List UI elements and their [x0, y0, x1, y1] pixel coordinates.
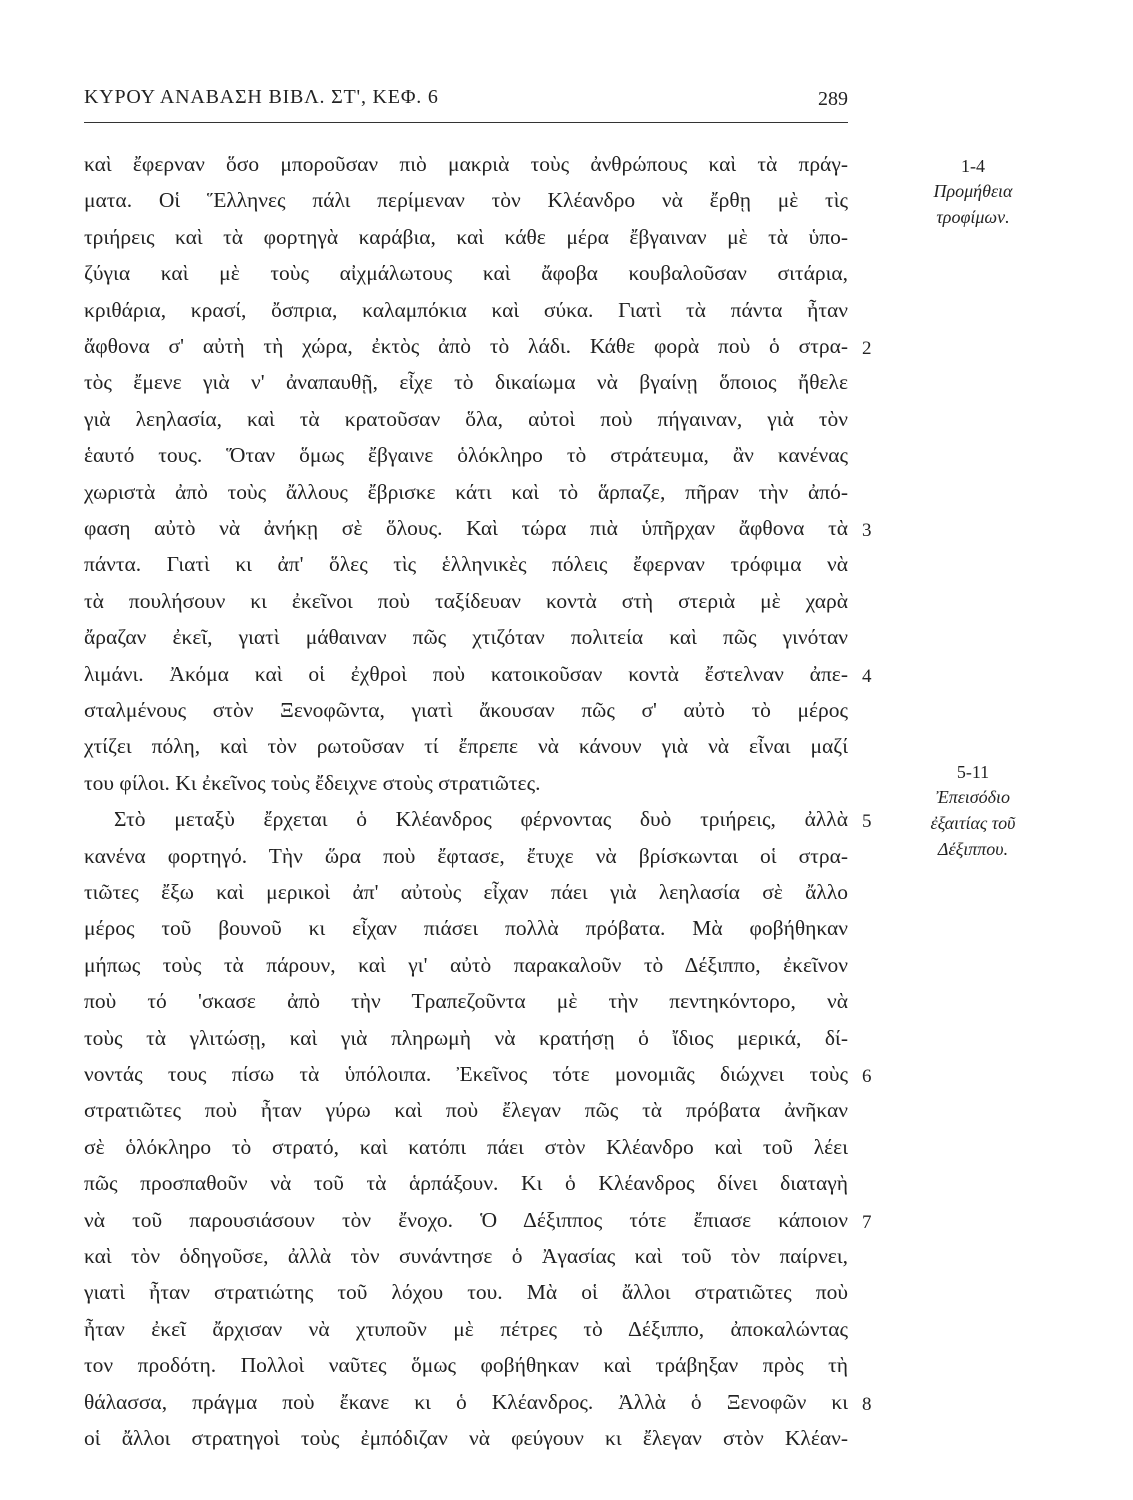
side-note-provisions	[893, 154, 1053, 230]
side-note-line: ἐξαιτίας τοῦ	[930, 813, 1016, 833]
header-rule	[84, 122, 848, 123]
text-line: τὸς ἔμενε γιὰ ν' ἀναπαυθῇ, εἶχε τὸ δικαίωμα νὰ βγαίνῃ ὅποιος ἤθελε	[84, 370, 848, 395]
text-line: σταλμένους στὸν Ξενοφῶντα, γιατὶ ἄκουσαν πῶς σ' αὐτὸ τὸ μέρος	[84, 698, 848, 722]
side-note-line: Προμήθεια	[933, 181, 1013, 201]
side-note-range: 1-4	[961, 156, 985, 176]
text-line: λιμάνι. Ἀκόμα καὶ οἱ ἐχθροὶ ποὺ κατοικοῦσαν κοντὰ ἔστελναν ἀπε-	[84, 661, 848, 686]
text-line: τοὺς τὰ γλιτώσῃ, καὶ γιὰ πληρωμὴ νὰ κρατήσῃ ὁ ἴδιος μερικά, δί-	[84, 1025, 848, 1050]
text-line: θάλασσα, πράγμα ποὺ ἔκανε κι ὁ Κλέανδρος. Ἀλλὰ ὁ Ξενοφῶν κι	[84, 1389, 848, 1414]
page-number: 289	[818, 88, 848, 110]
text-line: μέρος τοῦ βουνοῦ κι εἶχαν πιάσει πολλὰ πρόβατα. Μὰ φοβήθηκαν	[84, 916, 848, 941]
text-line: νὰ τοῦ παρουσιάσουν τὸν ἔνοχο. Ὁ Δέξιππος τότε ἔπιασε κάποιον	[84, 1207, 848, 1232]
text-line: πάντα. Γιατὶ κι ἀπ' ὅλες τὶς ἑλληνικὲς πόλεις ἔφερναν τρόφιμα νὰ	[84, 552, 848, 577]
text-line: ἑαυτό τους. Ὅταν ὅμως ἔβγαινε ὁλόκληρο τὸ στράτευμα, ἂν κανένας	[84, 443, 848, 468]
text-line: ποὺ τό 'σκασε ἀπὸ τὴν Τραπεζοῦντα μὲ τὴν πεντηκόντορο, νὰ	[84, 989, 848, 1014]
side-note-range: 5-11	[956, 762, 990, 782]
text-line: τὰ πουλήσουν κι ἐκεῖνοι ποὺ ταξίδευαν κοντὰ στὴ στεριὰ μὲ χαρὰ	[84, 588, 848, 613]
text-line: στρατιῶτες ποὺ ἦταν γύρω καὶ ποὺ ἔλεγαν πῶς τὰ πρόβατα ἀνῆκαν	[84, 1098, 848, 1123]
text-line: πῶς προσπαθοῦν νὰ τοῦ τὰ ἁρπάξουν. Κι ὁ Κλέανδρος δίνει διαταγὴ	[84, 1171, 848, 1196]
text-line: καὶ ἔφερναν ὅσο μποροῦσαν πιὸ μακριὰ τοὺς ἀνθρώπους καὶ τὰ πράγ-	[84, 152, 848, 176]
section-number: 6	[862, 1066, 872, 1087]
text-line: χτίζει πόλη, καὶ τὸν ρωτοῦσαν τί ἔπρεπε νὰ κάνουν γιὰ νὰ εἶναι μαζί	[84, 734, 848, 759]
running-title: ΚΥΡΟΥ ΑΝΑΒΑΣΗ ΒΙΒΛ. ΣΤ', ΚΕΦ. 6	[84, 86, 439, 108]
text-line: του φίλοι. Κι ἐκεῖνος τοὺς ἔδειχνε στοὺς στρατιῶτες.	[84, 770, 541, 795]
running-header	[84, 86, 848, 120]
text-line: ἄφθονα σ' αὐτὴ τὴ χώρα, ἐκτὸς ἀπὸ τὸ λάδι. Κάθε φορὰ ποὺ ὁ στρα-	[84, 334, 848, 358]
text-line: τον προδότη. Πολλοὶ ναῦτες ὅμως φοβήθηκαν καὶ τράβηξαν πρὸς τὴ	[84, 1353, 848, 1378]
text-line: μήπως τοὺς τὰ πάρουν, καὶ γι' αὐτὸ παρακαλοῦν τὸ Δέξιππο, ἐκεῖνον	[84, 952, 848, 977]
side-note-line: Δέξιππου.	[937, 839, 1009, 859]
section-number: 7	[862, 1211, 872, 1233]
text-line: χωριστὰ ἀπὸ τοὺς ἄλλους ἔβρισκε κάτι καὶ τὸ ἅρπαζε, πῆραν τὴν ἀπό-	[84, 479, 848, 504]
text-line: ἦταν ἐκεῖ ἄρχισαν νὰ χτυποῦν μὲ πέτρες τὸ Δέξιππο, ἀποκαλώντας	[84, 1316, 848, 1341]
text-line: ματα. Οἱ Ἕλληνες πάλι περίμεναν τὸν Κλέανδρο νὰ ἔρθῃ μὲ τὶς	[84, 188, 848, 213]
text-line: τιῶτες ἔξω καὶ μερικοὶ ἀπ' αὐτοὺς εἶχαν πάει γιὰ λεηλασία σὲ ἄλλο	[84, 880, 848, 904]
section-number: 5	[862, 811, 872, 833]
side-note-line: Ἐπεισόδιο	[935, 787, 1011, 807]
section-number: 8	[862, 1393, 872, 1415]
text-line: οἱ ἄλλοι στρατηγοὶ τοὺς ἐμπόδιζαν νὰ φεύγουν κι ἔλεγαν στὸν Κλέαν-	[84, 1426, 848, 1450]
text-line: γιὰ λεηλασία, καὶ τὰ κρατοῦσαν ὅλα, αὐτοὶ ποὺ πήγαιναν, γιὰ τὸν	[84, 406, 848, 431]
text-line: ἄραζαν ἐκεῖ, γιατὶ μάθαιναν πῶς χτιζόταν πολιτεία καὶ πῶς γινόταν	[84, 625, 848, 650]
text-line: καὶ τὸν ὁδηγοῦσε, ἀλλὰ τὸν συνάντησε ὁ Ἀγασίας καὶ τοῦ τὸν παίρνει,	[84, 1244, 848, 1268]
text-line: ζύγια καὶ μὲ τοὺς αἰχμάλωτους καὶ ἄφοβα κουβαλοῦσαν σιτάρια,	[84, 261, 848, 286]
text-line: Στὸ μεταξὺ ἔρχεται ὁ Κλέανδρος φέρνοντας δυὸ τριήρεις, ἀλλὰ	[114, 807, 848, 832]
text-line: γιατὶ ἦταν στρατιώτης τοῦ λόχου του. Μὰ οἱ ἄλλοι στρατιῶτες ποὺ	[84, 1280, 848, 1305]
section-number: 3	[862, 520, 872, 541]
text-line: κανένα φορτηγό. Τὴν ὥρα ποὺ ἔφτασε, ἔτυχε νὰ βρίσκωνται οἱ στρα-	[84, 843, 848, 868]
section-number: 4	[862, 665, 872, 687]
side-note-line: τροφίμων.	[936, 207, 1010, 227]
section-number: 2	[862, 338, 872, 359]
side-note-dexippus	[893, 760, 1053, 862]
text-line: κριθάρια, κρασί, ὄσπρια, καλαμπόκια καὶ σύκα. Γιατὶ τὰ πάντα ἦταν	[84, 297, 848, 322]
text-line: φαση αὐτὸ νὰ ἀνήκῃ σὲ ὅλους. Καὶ τώρα πιὰ ὑπῆρχαν ἄφθονα τὰ	[84, 516, 848, 540]
text-line: νοντάς τους πίσω τὰ ὑπόλοιπα. Ἐκεῖνος τότε μονομιᾶς διώχνει τοὺς	[84, 1062, 848, 1086]
text-line: σὲ ὁλόκληρο τὸ στρατό, καὶ κατόπι πάει στὸν Κλέανδρο καὶ τοῦ λέει	[84, 1134, 848, 1159]
text-line: τριήρεις καὶ τὰ φορτηγὰ καράβια, καὶ κάθε μέρα ἔβγαιναν μὲ τὰ ὑπο-	[84, 224, 848, 249]
